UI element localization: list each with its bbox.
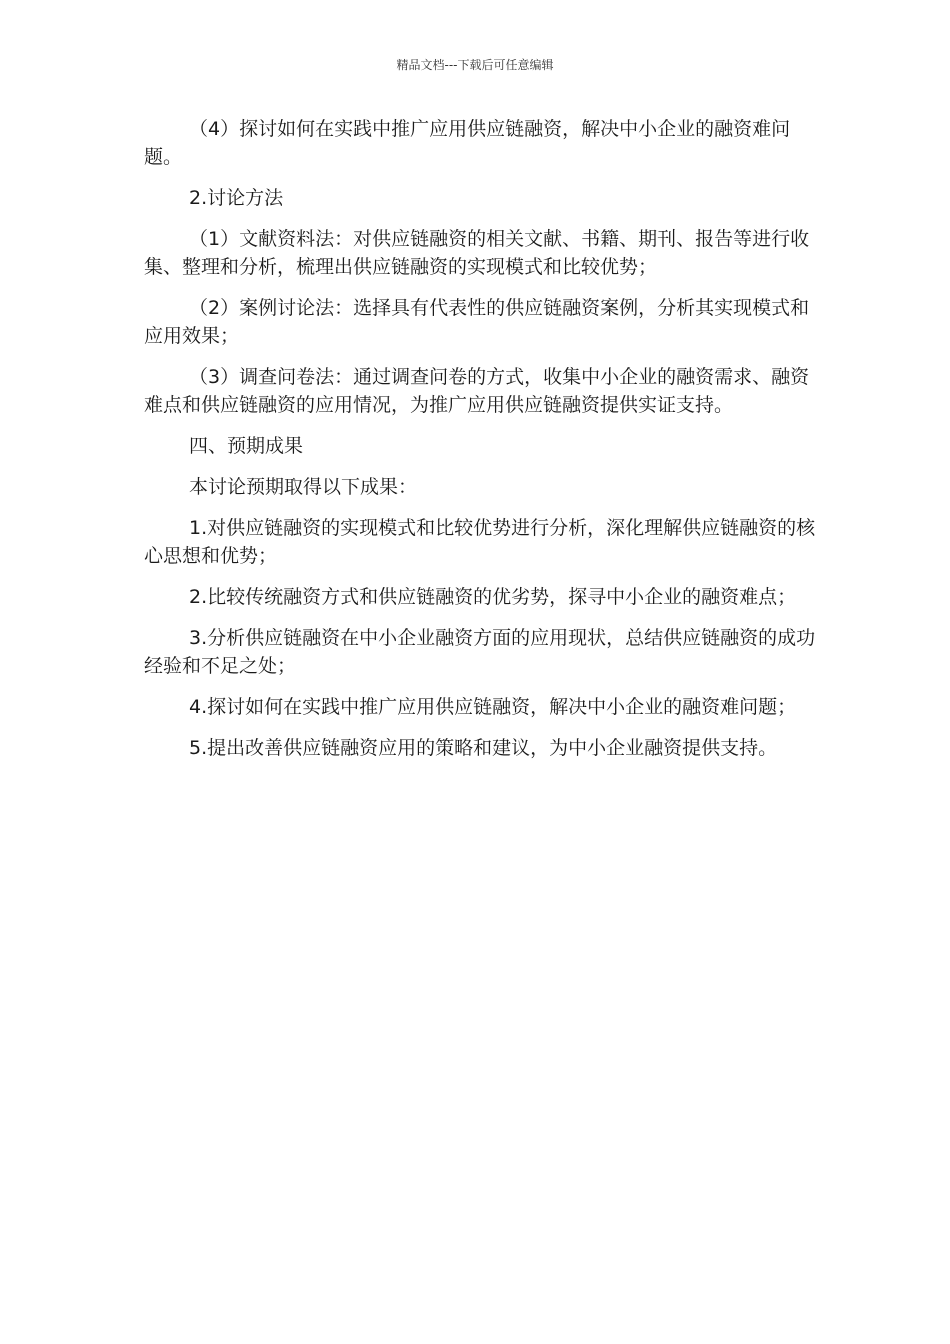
paragraph-method-case-study: （2）案例讨论法：选择具有代表性的供应链融资案例，分析其实现模式和应用效果； — [144, 297, 810, 347]
paragraph-result-4: 4.探讨如何在实践中推广应用供应链融资，解决中小企业的融资难问题； — [189, 696, 797, 718]
paragraph-method-survey: （3）调查问卷法：通过调查问卷的方式，收集中小企业的融资需求、融资难点和供应链融资的应用情况，为推广应用供应链融资提供实证支持。 — [144, 366, 810, 416]
document-body — [144, 115, 816, 775]
section-heading-methods: 2.讨论方法 — [189, 187, 284, 209]
paragraph-method-literature: （1）文献资料法：对供应链融资的相关文献、书籍、期刊、报告等进行收集、整理和分析，梳理出供应链融资的实现模式和比较优势； — [144, 228, 810, 278]
page-header: 精品文档---下载后可任意编辑 — [396, 58, 554, 72]
paragraph-result-3: 3.分析供应链融资在中小企业融资方面的应用现状，总结供应链融资的成功经验和不足之处； — [144, 627, 816, 677]
paragraph-result-1: 1.对供应链融资的实现模式和比较优势进行分析，深化理解供应链融资的核心思想和优势； — [144, 517, 816, 567]
paragraph-result-5: 5.提出改善供应链融资应用的策略和建议，为中小企业融资提供支持。 — [189, 737, 778, 759]
paragraph-result-2: 2.比较传统融资方式和供应链融资的优劣势，探寻中小企业的融资难点； — [189, 586, 797, 608]
paragraph-objective-4: （4）探讨如何在实践中推广应用供应链融资，解决中小企业的融资难问题。 — [144, 118, 791, 168]
section-heading-expected-results: 四、预期成果 — [189, 435, 304, 457]
paragraph-results-intro: 本讨论预期取得以下成果： — [189, 476, 418, 498]
